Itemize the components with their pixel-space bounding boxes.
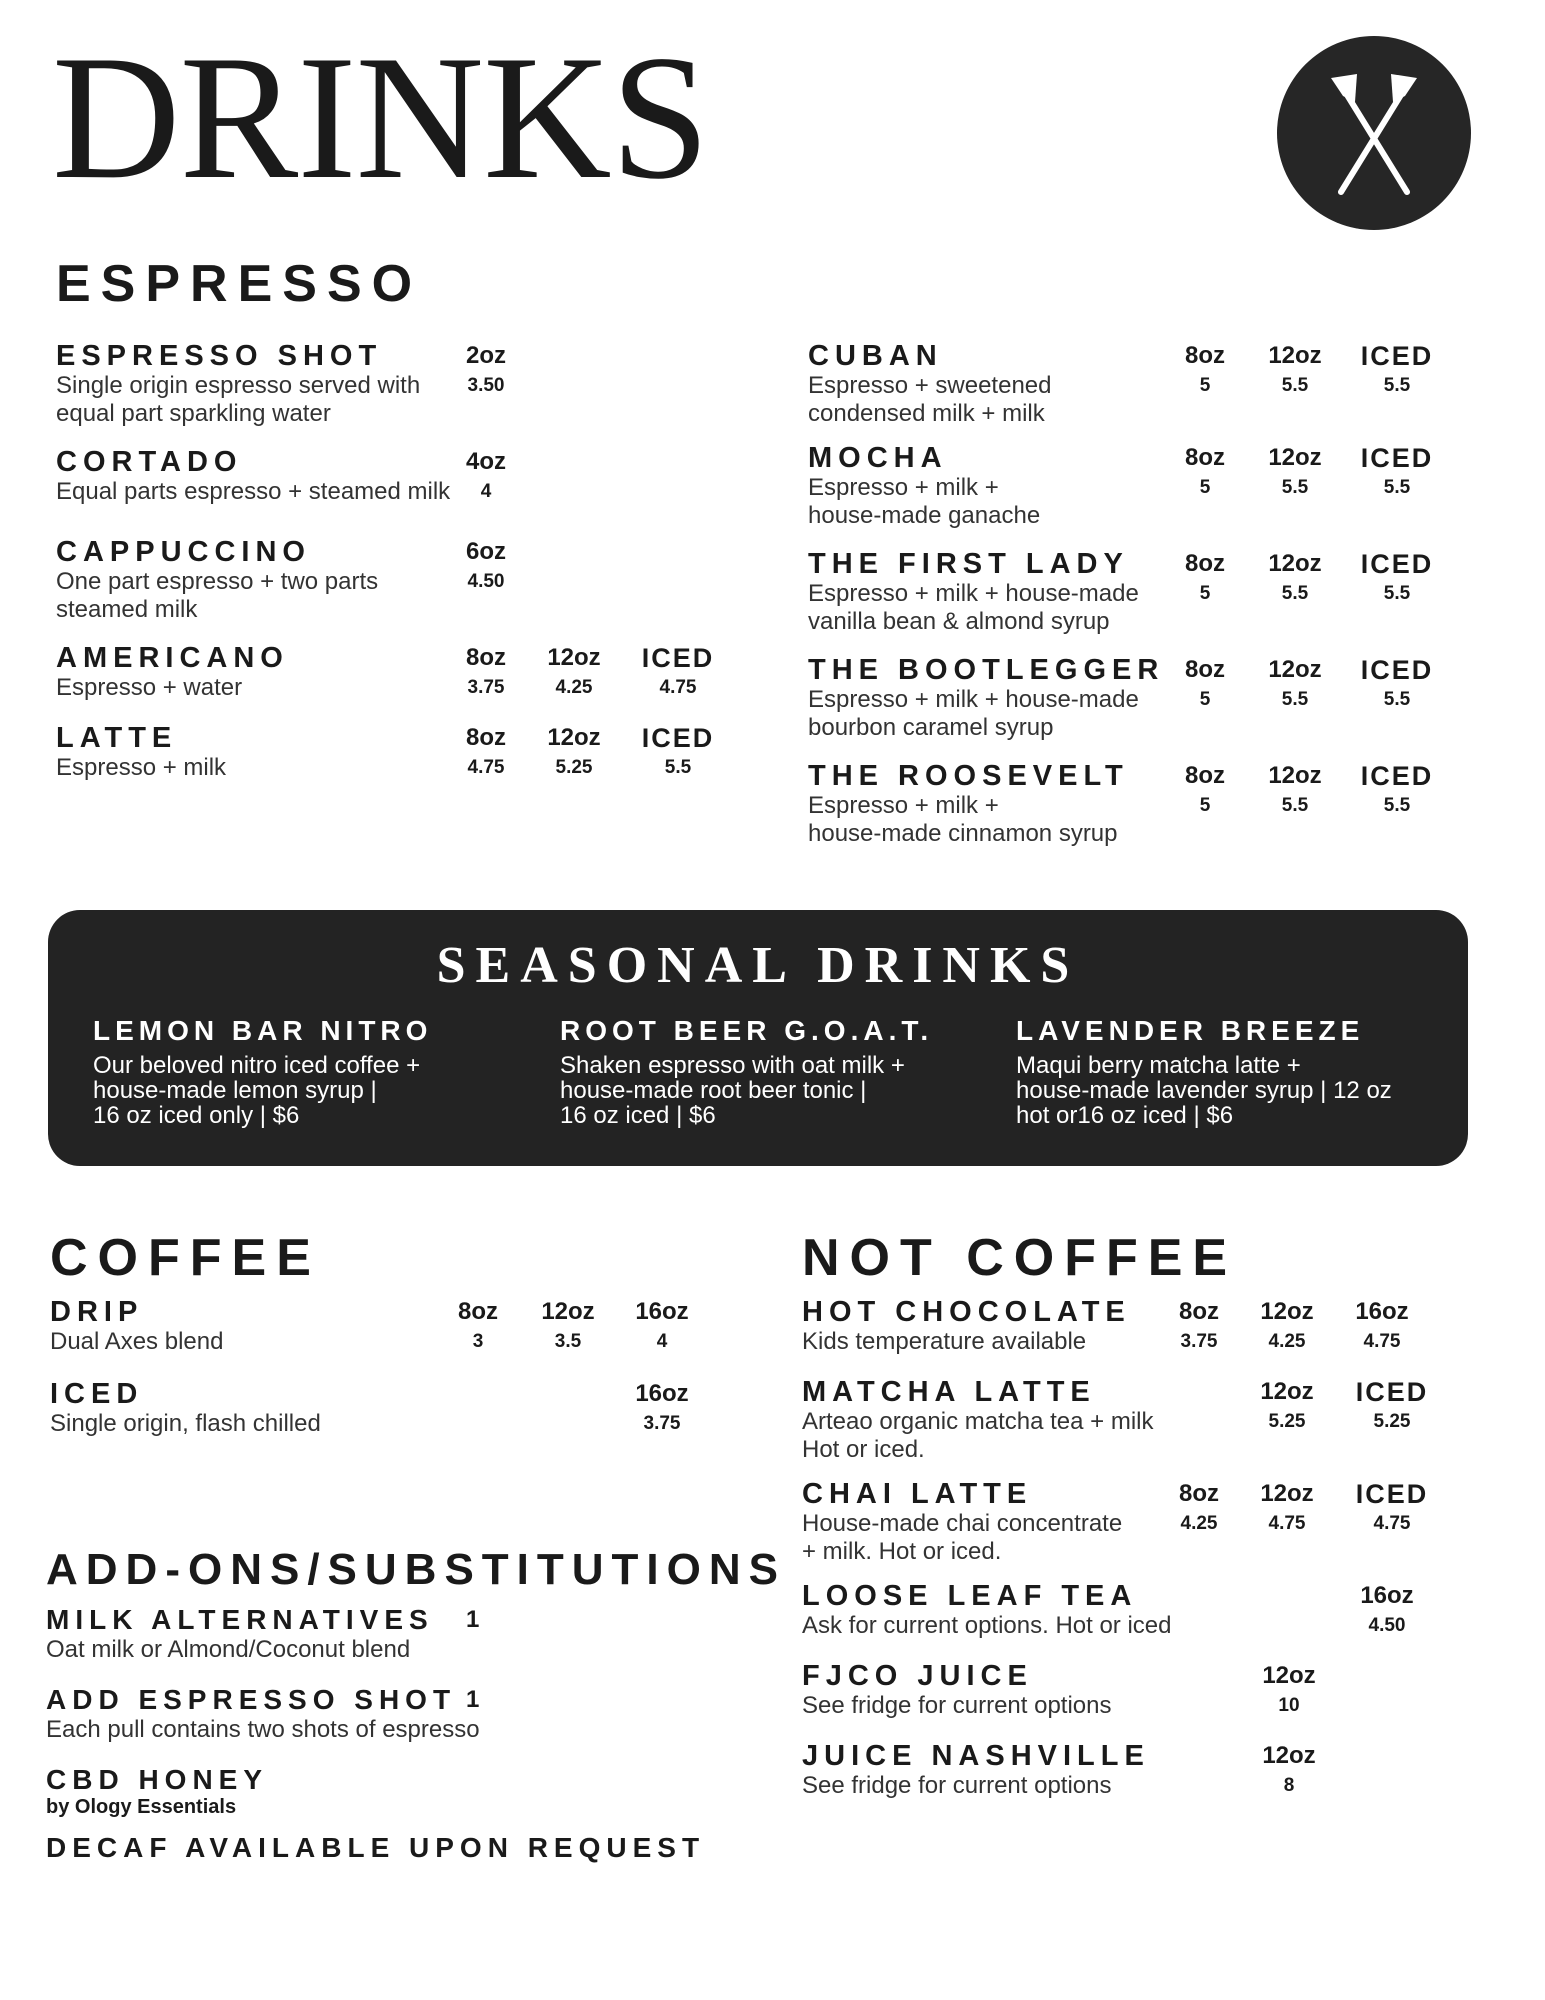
addon-espresso-shot bbox=[46, 1684, 480, 1744]
menu-item-fjco-juice bbox=[802, 1660, 1316, 1720]
item-name: ROOT BEER G.O.A.T. bbox=[560, 1015, 934, 1046]
size-column bbox=[1337, 1296, 1427, 1356]
item-name: THE BOOTLEGGER bbox=[808, 654, 1165, 686]
page-title: DRINKS bbox=[52, 18, 709, 216]
addons-title: ADD-ONS/SUBSTITUTIONS bbox=[46, 1545, 786, 1594]
item-desc: + milk. Hot or iced. bbox=[802, 1538, 1002, 1565]
item-name: MATCHA LATTE bbox=[802, 1376, 1096, 1408]
size-column bbox=[633, 642, 723, 702]
item-desc: Each pull contains two shots of espresso bbox=[46, 1716, 480, 1743]
decaf-note: DECAF AVAILABLE UPON REQUEST bbox=[46, 1832, 706, 1863]
size-column bbox=[1160, 760, 1250, 820]
size-label: 12oz bbox=[1268, 444, 1322, 471]
item-name: CAPPUCCINO bbox=[56, 536, 311, 568]
size-label: 8oz bbox=[465, 724, 506, 751]
price: 8 bbox=[1283, 1775, 1295, 1796]
size-column bbox=[1160, 340, 1250, 400]
size-column bbox=[1160, 548, 1250, 608]
menu-item-juice-nashville bbox=[802, 1740, 1316, 1800]
item-desc: One part espresso + two parts bbox=[56, 568, 379, 595]
menu-item-the-first-lady bbox=[808, 548, 1434, 636]
item-name: MILK ALTERNATIVES bbox=[46, 1604, 434, 1635]
item-desc: Espresso + water bbox=[56, 674, 243, 701]
item-desc: 16 oz iced only | $6 bbox=[93, 1102, 300, 1129]
price: 4.25 bbox=[1180, 1513, 1218, 1534]
size-label: 6oz bbox=[465, 538, 506, 565]
size-label: 12oz bbox=[1268, 342, 1322, 369]
size-label: ICED bbox=[1360, 443, 1434, 473]
price: 5.5 bbox=[1281, 795, 1309, 816]
size-column bbox=[1154, 1478, 1244, 1538]
size-label: 12oz bbox=[1260, 1298, 1314, 1325]
size-column bbox=[1244, 1740, 1334, 1800]
price: 3.75 bbox=[467, 677, 505, 698]
addon-milk-alternatives bbox=[46, 1604, 480, 1664]
size-column bbox=[1250, 548, 1340, 608]
item-desc: house-made ganache bbox=[808, 502, 1041, 529]
item-desc: Espresso + milk + bbox=[808, 792, 999, 819]
menu-item-drip bbox=[50, 1296, 689, 1356]
menu-item-the-bootlegger bbox=[808, 654, 1434, 742]
size-label: 8oz bbox=[1178, 1480, 1219, 1507]
price: 3.50 bbox=[467, 375, 505, 396]
price: 5.5 bbox=[1281, 583, 1309, 604]
size-column bbox=[1250, 760, 1340, 820]
menu-item-hot-chocolate bbox=[802, 1296, 1409, 1356]
not-coffee-title: NOT COFFEE bbox=[802, 1229, 1238, 1287]
coffee-title: COFFEE bbox=[50, 1229, 321, 1287]
item-name: LAVENDER BREEZE bbox=[1016, 1015, 1365, 1046]
item-desc: 16 oz iced | $6 bbox=[560, 1102, 716, 1129]
size-column bbox=[441, 722, 531, 782]
size-column bbox=[1250, 442, 1340, 502]
item-desc: condensed milk + milk bbox=[808, 400, 1045, 427]
price: 1 bbox=[466, 1686, 480, 1713]
item-desc: house-made lavender syrup | 12 oz bbox=[1016, 1077, 1392, 1104]
item-desc: house-made cinnamon syrup bbox=[808, 820, 1118, 847]
menu-item-cappuccino bbox=[56, 536, 506, 624]
size-label: 4oz bbox=[465, 448, 506, 475]
size-label: 16oz bbox=[635, 1380, 689, 1407]
size-label: 16oz bbox=[635, 1298, 689, 1325]
price: 3.5 bbox=[554, 1331, 582, 1352]
size-column bbox=[1250, 654, 1340, 714]
item-name: JUICE NASHVILLE bbox=[802, 1740, 1150, 1772]
price: 4.75 bbox=[1363, 1331, 1401, 1352]
size-label: 12oz bbox=[1262, 1742, 1316, 1769]
size-label: 8oz bbox=[1184, 444, 1225, 471]
item-name: LATTE bbox=[56, 722, 178, 754]
item-desc: Espresso + milk + bbox=[808, 474, 999, 501]
item-desc: hot or16 oz iced | $6 bbox=[1016, 1102, 1234, 1129]
size-column bbox=[529, 642, 619, 702]
item-name: ICED bbox=[50, 1378, 144, 1410]
size-label: 12oz bbox=[1262, 1662, 1316, 1689]
size-label: ICED bbox=[1355, 1479, 1429, 1509]
item-desc: vanilla bean & almond syrup bbox=[808, 608, 1110, 635]
price: 5.5 bbox=[1281, 477, 1309, 498]
size-column bbox=[441, 536, 531, 596]
size-column bbox=[1242, 1296, 1332, 1356]
size-column bbox=[1250, 340, 1340, 400]
item-desc: Single origin espresso served with bbox=[56, 372, 421, 399]
menu-item-loose-leaf-tea bbox=[802, 1580, 1414, 1640]
price: 5 bbox=[1199, 795, 1211, 816]
menu-item-matcha-latte bbox=[802, 1376, 1429, 1464]
size-column bbox=[441, 642, 531, 702]
price: 5 bbox=[1199, 477, 1211, 498]
item-desc: Dual Axes blend bbox=[50, 1328, 224, 1355]
size-column bbox=[1154, 1296, 1244, 1356]
item-desc: Hot or iced. bbox=[802, 1436, 925, 1463]
item-name: CUBAN bbox=[808, 340, 943, 372]
size-label: ICED bbox=[1360, 341, 1434, 371]
item-desc: equal part sparkling water bbox=[56, 400, 331, 427]
menu-item-americano bbox=[56, 642, 715, 702]
price: 4.50 bbox=[467, 571, 505, 592]
logo bbox=[1277, 36, 1471, 230]
size-column bbox=[1347, 1376, 1437, 1436]
price: 5.5 bbox=[1383, 477, 1411, 498]
item-name: FJCO JUICE bbox=[802, 1660, 1033, 1692]
size-column bbox=[617, 1296, 707, 1356]
price: 5 bbox=[1199, 689, 1211, 710]
size-label: ICED bbox=[1360, 655, 1434, 685]
price: 4 bbox=[480, 481, 492, 502]
size-label: ICED bbox=[1360, 761, 1434, 791]
item-desc: by Ology Essentials bbox=[46, 1796, 237, 1818]
price: 5.5 bbox=[1383, 375, 1411, 396]
size-column bbox=[529, 722, 619, 782]
item-desc: Espresso + sweetened bbox=[808, 372, 1052, 399]
item-desc: See fridge for current options bbox=[802, 1772, 1112, 1799]
size-label: ICED bbox=[1360, 549, 1434, 579]
price: 4.75 bbox=[1373, 1513, 1411, 1534]
item-desc: Espresso + milk bbox=[56, 754, 227, 781]
seasonal-drinks-panel bbox=[48, 910, 1468, 1166]
price: 4.75 bbox=[659, 677, 697, 698]
size-label: 12oz bbox=[541, 1298, 595, 1325]
item-name: CHAI LATTE bbox=[802, 1478, 1033, 1510]
menu-item-iced-coffee bbox=[50, 1378, 689, 1438]
menu-item-mocha bbox=[808, 442, 1434, 530]
price: 5.5 bbox=[1281, 375, 1309, 396]
seasonal-title: SEASONAL DRINKS bbox=[436, 937, 1080, 994]
item-desc: Equal parts espresso + steamed milk bbox=[56, 478, 451, 505]
size-column bbox=[1352, 340, 1442, 400]
menu-item-cortado bbox=[56, 446, 506, 506]
size-column bbox=[617, 1378, 707, 1438]
seasonal-item-root-beer-goat bbox=[560, 1015, 933, 1128]
seasonal-item-lavender-breeze bbox=[1016, 1015, 1392, 1128]
size-column bbox=[433, 1296, 523, 1356]
price: 4.75 bbox=[1268, 1513, 1306, 1534]
item-desc: Kids temperature available bbox=[802, 1328, 1087, 1355]
price: 5.5 bbox=[664, 757, 692, 778]
item-desc: house-made root beer tonic | bbox=[560, 1077, 867, 1104]
menu-item-latte bbox=[56, 722, 715, 782]
seasonal-item-lemon-bar-nitro bbox=[93, 1015, 432, 1128]
size-label: 12oz bbox=[547, 644, 601, 671]
size-label: 12oz bbox=[1260, 1378, 1314, 1405]
item-desc: Maqui berry matcha latte + bbox=[1016, 1052, 1301, 1079]
item-name: CBD HONEY bbox=[46, 1764, 269, 1795]
item-desc: steamed milk bbox=[56, 596, 198, 623]
addon-cbd-honey bbox=[46, 1764, 268, 1818]
size-column bbox=[1160, 442, 1250, 502]
item-desc: See fridge for current options bbox=[802, 1692, 1112, 1719]
item-desc: Espresso + milk + house-made bbox=[808, 580, 1139, 607]
size-label: 8oz bbox=[1184, 342, 1225, 369]
size-label: ICED bbox=[641, 643, 715, 673]
item-name: LEMON BAR NITRO bbox=[93, 1015, 433, 1046]
size-column bbox=[441, 446, 531, 506]
price: 3.75 bbox=[1180, 1331, 1218, 1352]
espresso-title: ESPRESSO bbox=[56, 255, 423, 313]
item-desc: Shaken espresso with oat milk + bbox=[560, 1052, 905, 1079]
price: 4.25 bbox=[1268, 1331, 1306, 1352]
size-label: 12oz bbox=[1268, 550, 1322, 577]
size-label: 8oz bbox=[457, 1298, 498, 1325]
crossed-axes-icon bbox=[1319, 68, 1429, 198]
item-desc: Single origin, flash chilled bbox=[50, 1410, 321, 1437]
item-name: CORTADO bbox=[56, 446, 243, 478]
item-desc: bourbon caramel syrup bbox=[808, 714, 1054, 741]
menu-item-the-roosevelt bbox=[808, 760, 1434, 848]
menu-item-espresso-shot bbox=[56, 340, 506, 428]
item-desc: Ask for current options. Hot or iced bbox=[802, 1612, 1172, 1639]
item-desc: House-made chai concentrate bbox=[802, 1510, 1123, 1537]
size-label: 12oz bbox=[547, 724, 601, 751]
price: 3.75 bbox=[643, 1413, 681, 1434]
item-name: THE FIRST LADY bbox=[808, 548, 1129, 580]
size-label: 16oz bbox=[1355, 1298, 1409, 1325]
size-column bbox=[1242, 1478, 1332, 1538]
size-label: 8oz bbox=[1184, 762, 1225, 789]
price: 5.5 bbox=[1281, 689, 1309, 710]
price: 5.25 bbox=[555, 757, 593, 778]
size-column bbox=[1244, 1660, 1334, 1720]
size-column bbox=[1342, 1580, 1432, 1640]
item-desc: house-made lemon syrup | bbox=[93, 1077, 377, 1104]
size-label: 8oz bbox=[1178, 1298, 1219, 1325]
price: 4.25 bbox=[555, 677, 593, 698]
size-label: 8oz bbox=[1184, 550, 1225, 577]
item-name: THE ROOSEVELT bbox=[808, 760, 1129, 792]
price: 1 bbox=[466, 1606, 480, 1633]
item-name: MOCHA bbox=[808, 442, 948, 474]
price: 5.25 bbox=[1373, 1411, 1411, 1432]
item-name: ADD ESPRESSO SHOT bbox=[46, 1684, 457, 1715]
item-name: ESPRESSO SHOT bbox=[56, 340, 383, 372]
item-desc: Oat milk or Almond/Coconut blend bbox=[46, 1636, 411, 1663]
item-name: AMERICANO bbox=[56, 642, 289, 674]
size-column bbox=[1352, 654, 1442, 714]
item-name: DRIP bbox=[50, 1296, 144, 1328]
price: 5.5 bbox=[1383, 795, 1411, 816]
price: 5 bbox=[1199, 375, 1211, 396]
item-name: HOT CHOCOLATE bbox=[802, 1296, 1131, 1328]
price: 4.75 bbox=[467, 757, 505, 778]
price: 4 bbox=[656, 1331, 668, 1352]
size-column bbox=[523, 1296, 613, 1356]
price: 5.5 bbox=[1383, 689, 1411, 710]
size-column bbox=[1352, 548, 1442, 608]
size-column bbox=[441, 340, 531, 400]
price: 5 bbox=[1199, 583, 1211, 604]
size-label: ICED bbox=[641, 723, 715, 753]
price: 10 bbox=[1278, 1695, 1300, 1716]
menu-item-chai-latte bbox=[802, 1478, 1429, 1566]
size-column bbox=[633, 722, 723, 782]
size-label: 16oz bbox=[1360, 1582, 1414, 1609]
size-column bbox=[1352, 760, 1442, 820]
price: 5.25 bbox=[1268, 1411, 1306, 1432]
size-column bbox=[1242, 1376, 1332, 1436]
price: 5.5 bbox=[1383, 583, 1411, 604]
size-label: ICED bbox=[1355, 1377, 1429, 1407]
size-column bbox=[1347, 1478, 1437, 1538]
size-label: 2oz bbox=[465, 342, 506, 369]
size-label: 8oz bbox=[465, 644, 506, 671]
size-label: 12oz bbox=[1260, 1480, 1314, 1507]
size-column bbox=[1352, 442, 1442, 502]
item-desc: Our beloved nitro iced coffee + bbox=[93, 1052, 421, 1079]
size-label: 12oz bbox=[1268, 762, 1322, 789]
menu-item-cuban bbox=[808, 340, 1434, 428]
size-column bbox=[1160, 654, 1250, 714]
size-label: 8oz bbox=[1184, 656, 1225, 683]
price: 3 bbox=[472, 1331, 484, 1352]
item-name: LOOSE LEAF TEA bbox=[802, 1580, 1138, 1612]
item-desc: Espresso + milk + house-made bbox=[808, 686, 1139, 713]
price: 4.50 bbox=[1368, 1615, 1406, 1636]
item-desc: Arteao organic matcha tea + milk bbox=[802, 1408, 1154, 1435]
size-label: 12oz bbox=[1268, 656, 1322, 683]
